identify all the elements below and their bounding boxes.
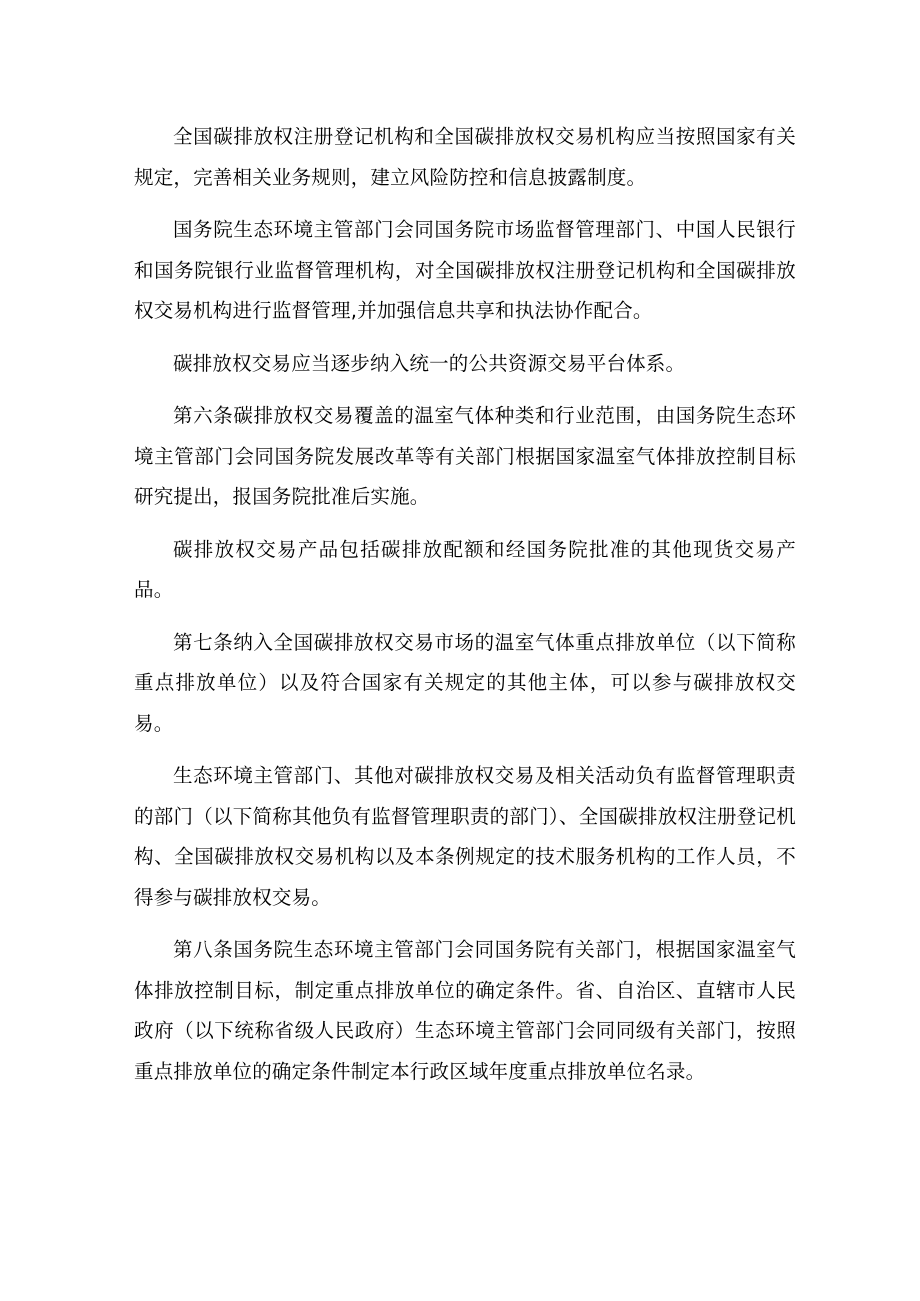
paragraph-8: 第八条国务院生态环境主管部门会同国务院有关部门，根据国家温室气体排放控制目标，制定重点排放单位的确定条件。省、自治区、直辖市人民政府（以下统称省级人民政府）生态环境主管部门会同同级有关部门，按照重点排放单位的确定条件制定本行政区域年度重点排放单位名录。	[134, 938, 796, 1083]
paragraph-4: 第六条碳排放权交易覆盖的温室气体种类和行业范围，由国务院生态环境主管部门会同国务院发展改革等有关部门根据国家温室气体排放控制目标研究提出，报国务院批准后实施。	[134, 404, 796, 508]
paragraph-7: 生态环境主管部门、其他对碳排放权交易及相关活动负有监督管理职责的部门（以下简称其他负有监督管理职责的部门）、全国碳排放权注册登记机构、全国碳排放权交易机构以及本条例规定的技术服务机构的工作人员，不得参与碳排放权交易。	[134, 764, 796, 909]
paragraph-2: 国务院生态环境主管部门会同国务院市场监督管理部门、中国人民银行和国务院银行业监督管理机构，对全国碳排放权注册登记机构和全国碳排放权交易机构进行监督管理,并加强信息共享和执法协作配合。	[134, 218, 796, 322]
paragraph-3: 碳排放权交易应当逐步纳入统一的公共资源交易平台体系。	[173, 351, 686, 375]
document-body	[134, 117, 796, 1104]
paragraph-6: 第七条纳入全国碳排放权交易市场的温室气体重点排放单位（以下简称重点排放单位）以及符合国家有关规定的其他主体，可以参与碳排放权交易。	[134, 630, 796, 735]
paragraph-5: 碳排放权交易产品包括碳排放配额和经国务院批准的其他现货交易产品。	[134, 537, 796, 601]
paragraph-1: 全国碳排放权注册登记机构和全国碳排放权交易机构应当按照国家有关规定，完善相关业务规则，建立风险防控和信息披露制度。	[134, 125, 796, 189]
